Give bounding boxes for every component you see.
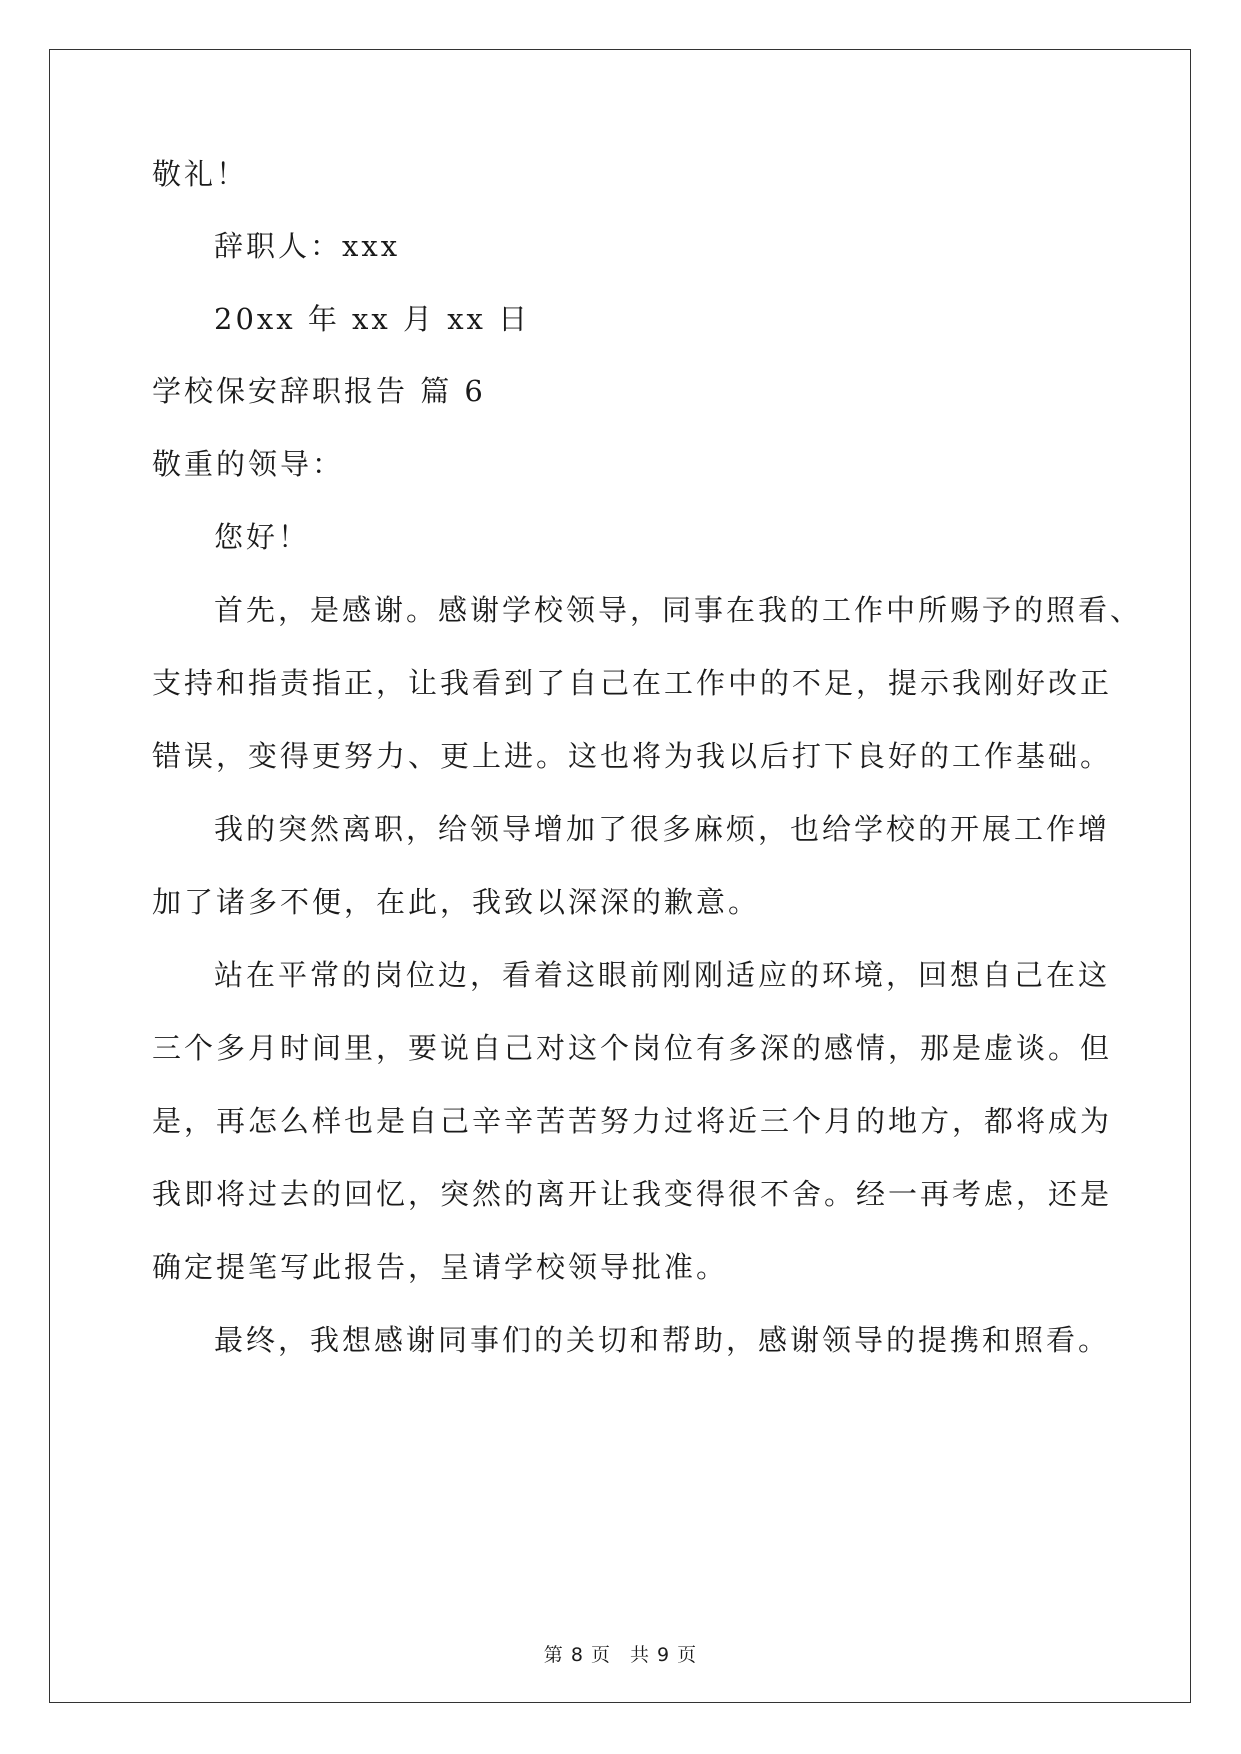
paragraph-line: 我即将过去的回忆，突然的离开让我变得很不舍。经一再考虑，还是 (152, 1177, 1113, 1211)
paragraph-line: 错误，变得更努力、更上进。这也将为我以后打下良好的工作基础。 (152, 739, 1113, 773)
paragraph-line: 首先，是感谢。感谢学校领导，同事在我的工作中所赐予的照看、 (214, 593, 1143, 627)
greeting-hello: 您好！ (214, 520, 311, 554)
closing-salutation: 敬礼！ (152, 157, 249, 191)
greeting: 敬重的领导： (152, 447, 345, 481)
paragraph-line: 确定提笔写此报告，呈请学校领导批准。 (152, 1250, 729, 1284)
paragraph-line: 是，再怎么样也是自己辛辛苦苦努力过将近三个月的地方，都将成为 (152, 1104, 1113, 1138)
page-frame (49, 49, 1191, 1703)
section-heading: 学校保安辞职报告 篇 6 (152, 374, 486, 408)
paragraph-line: 三个多月时间里，要说自己对这个岗位有多深的感情，那是虚谈。但 (152, 1031, 1113, 1065)
page-footer (0, 1640, 1241, 1667)
paragraph-line: 加了诸多不便，在此，我致以深深的歉意。 (152, 885, 761, 919)
signature-date: 20xx 年 xx 月 xx 日 (214, 302, 531, 336)
paragraph-line: 站在平常的岗位边，看着这眼前刚刚适应的环境，回想自己在这 (214, 958, 1111, 992)
signature-name: 辞职人：xxx (214, 229, 401, 263)
total-pages: 共 9 页 (630, 1644, 698, 1666)
paragraph-line: 我的突然离职，给领导增加了很多麻烦，也给学校的开展工作增 (214, 812, 1111, 846)
paragraph-line: 支持和指责指正，让我看到了自己在工作中的不足，提示我刚好改正 (152, 666, 1113, 700)
paragraph-line: 最终，我想感谢同事们的关切和帮助，感谢领导的提携和照看。 (214, 1323, 1111, 1357)
current-page-number: 第 8 页 (543, 1644, 611, 1666)
